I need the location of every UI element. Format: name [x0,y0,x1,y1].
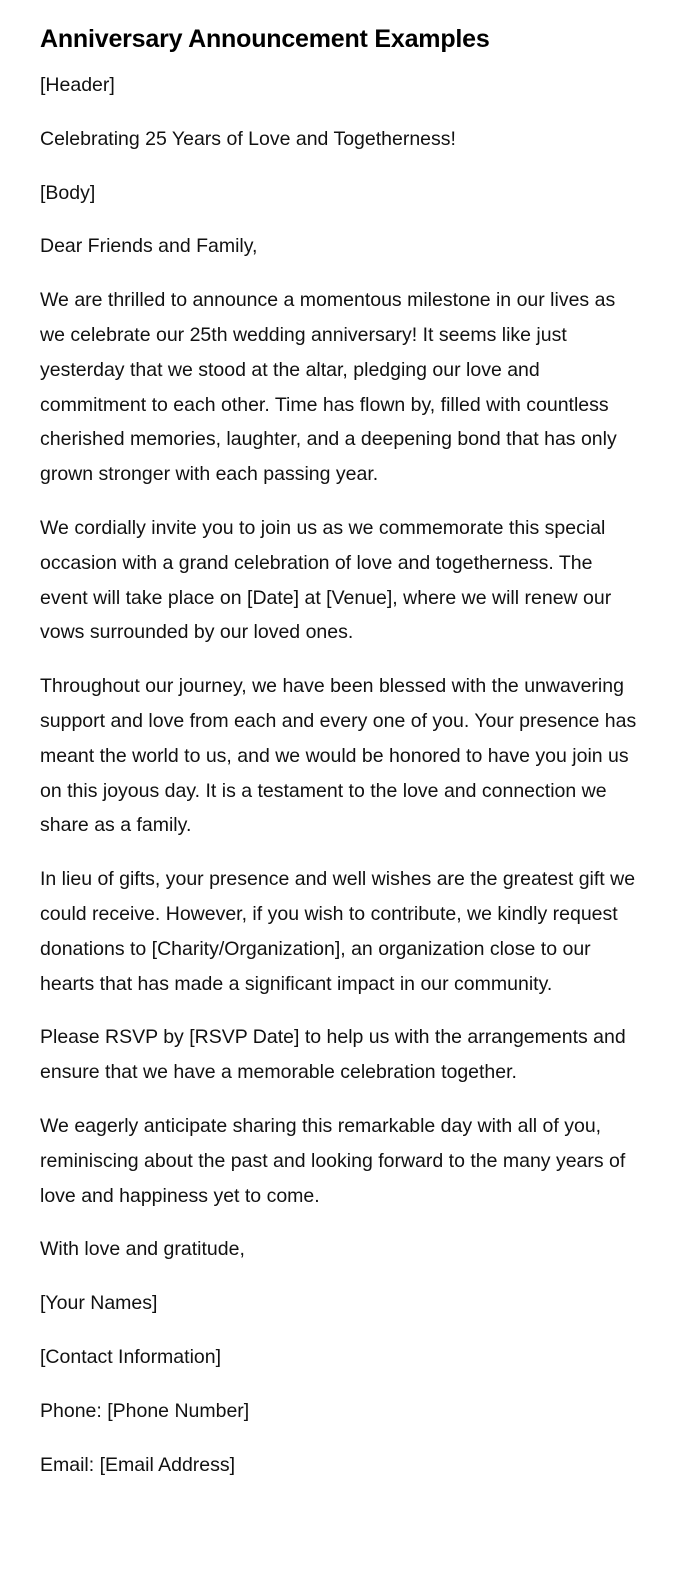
closing: With love and gratitude, [40,1238,245,1261]
body-paragraph: We eagerly anticipate sharing this remarkable day with all of you, reminiscing about the past and looking forward to the many years of love and happiness yet to come. [40,1114,626,1207]
document-title: Anniversary Announcement Examples [40,25,490,53]
body-paragraph: We cordially invite you to join us as we commemorate this special occasion with a grand celebration of love and togetherness. The event will take place on [Date] at [Venue], where we will renew our vows surrounded by our loved ones. [40,516,612,644]
body-paragraph: Throughout our journey, we have been blessed with the unwavering support and love from each and every one of you. Your presence has meant the world to us, and we would be honored to have you join us on this joyous day. It is a testament to the love and connection we share as a family. [40,675,637,837]
header-headline: Celebrating 25 Years of Love and Togetherness! [40,127,456,150]
signature-names: [Your Names] [40,1292,158,1315]
body-label: [Body] [40,181,96,204]
contact-information-label: [Contact Information] [40,1345,222,1368]
phone-line: Phone: [Phone Number] [40,1399,250,1422]
rsvp-paragraph: Please RSVP by [RSVP Date] to help us with the arrangements and ensure that we have a memorable celebration together. [40,1026,626,1084]
body-paragraph: In lieu of gifts, your presence and well wishes are the greatest gift we could receive. However, if you wish to contribute, we kindly request donations to [Charity/Organization], an organization close to our hearts that has made a significant impact in our community. [40,868,636,995]
header-label: [Header] [40,74,115,96]
email-line: Email: [Email Address] [40,1453,236,1476]
salutation: Dear Friends and Family, [40,235,258,258]
body-paragraph: We are thrilled to announce a momentous milestone in our lives as we celebrate our 25th wedding anniversary! It seems like just yesterday that we stood at the altar, pledging our love and commitment to each other. Time has flown by, filled with countless cherished memories, laughter, and a deepening bond that has only grown stronger with each passing year. [40,289,617,486]
